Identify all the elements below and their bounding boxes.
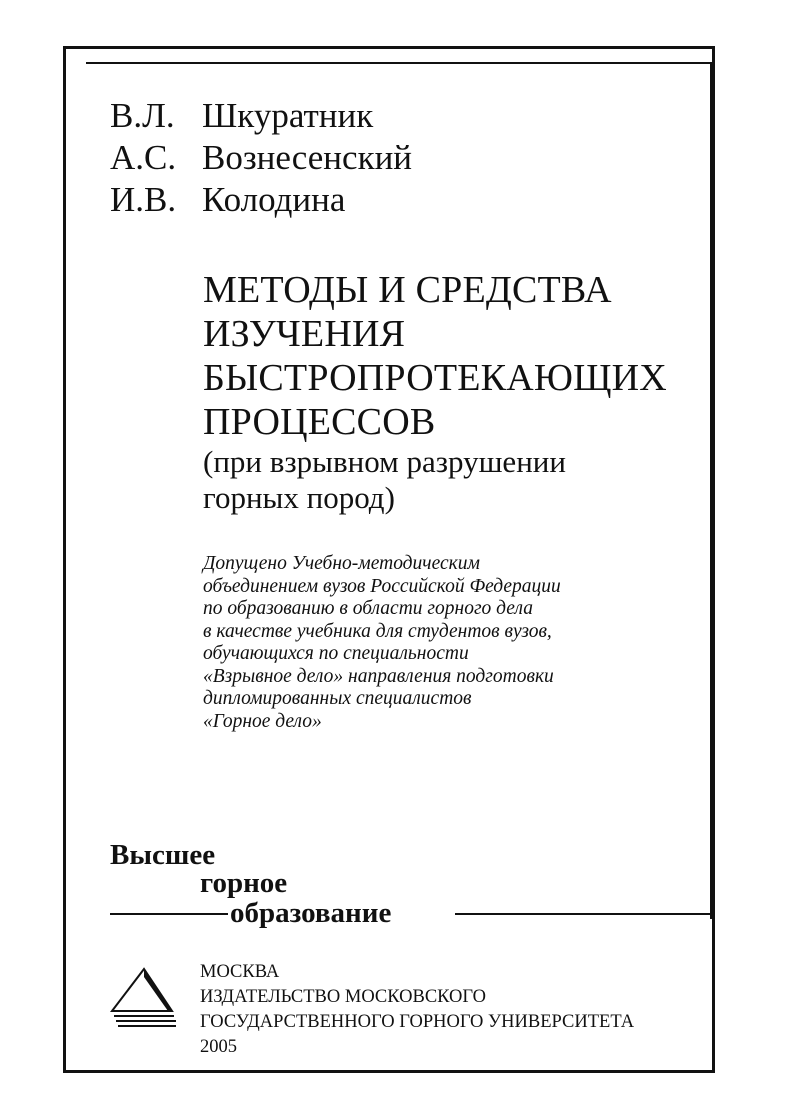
series-name-line-3: образование xyxy=(230,897,392,929)
author-row xyxy=(110,179,412,221)
logo-graphic xyxy=(110,963,178,1035)
approval-line: «Взрывное дело» направления подготовки xyxy=(203,665,554,687)
approval-line: в качестве учебника для студентов вузов, xyxy=(203,620,552,642)
author-initials: И.В. xyxy=(110,180,177,219)
approval-line: Допущено Учебно-методическим xyxy=(203,553,480,574)
book-title-line: БЫСТРОПРОТЕКАЮЩИХ xyxy=(203,357,667,399)
book-title-line: ПРОЦЕССОВ xyxy=(203,401,436,443)
series-name-line-2: горное xyxy=(200,867,288,899)
approval-line: обучающихся по специальности xyxy=(203,643,469,664)
approval-statement xyxy=(203,553,673,733)
series-rule-right xyxy=(455,913,713,915)
series-name-line-1: Высшее xyxy=(110,839,216,871)
author-surname: Шкуратник xyxy=(202,96,374,135)
book-title-line: МЕТОДЫ И СРЕДСТВА xyxy=(203,269,612,311)
author-initials: В.Л. xyxy=(110,96,175,135)
triangle-publisher-logo-icon xyxy=(110,963,178,1035)
publisher-name-line-1: ИЗДАТЕЛЬСТВО МОСКОВСКОГО xyxy=(200,987,487,1007)
approval-line: объединением вузов Российской Федерации xyxy=(203,575,561,597)
approval-line: «Горное дело» xyxy=(203,710,322,732)
author-row xyxy=(110,95,412,137)
book-title-line: ИЗУЧЕНИЯ xyxy=(203,313,406,355)
approval-line: дипломированных специалистов xyxy=(203,688,472,709)
author-row xyxy=(110,137,412,179)
approval-line: по образованию в области горного дела xyxy=(203,598,533,619)
book-title-block xyxy=(203,268,703,516)
author-surname: Колодина xyxy=(202,180,346,219)
publisher-city: МОСКВА xyxy=(200,962,280,982)
book-subtitle-line: (при взрывном разрушении xyxy=(203,444,566,479)
authors-block xyxy=(110,95,412,221)
publisher-name-line-2: ГОСУДАРСТВЕННОГО ГОРНОГО УНИВЕРСИТЕТА xyxy=(200,1012,635,1032)
book-subtitle-line: горных пород) xyxy=(203,480,395,515)
publisher-block xyxy=(200,960,634,1060)
author-initials: А.С. xyxy=(110,138,177,177)
publication-year: 2005 xyxy=(200,1037,237,1057)
author-surname: Вознесенский xyxy=(202,138,413,177)
series-rule-left xyxy=(110,913,228,915)
